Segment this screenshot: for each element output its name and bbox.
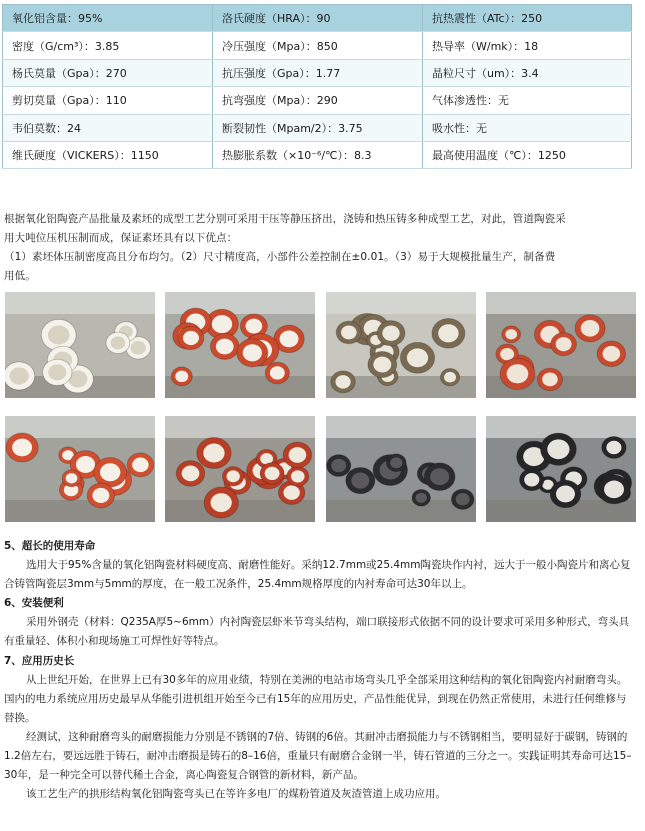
intro-line: 根据氧化铝陶瓷产品批量及素坯的成型工艺分别可采用干压等静压挤出，浇铸和热压铸多种成型工艺，对此，管道陶瓷采 (4, 213, 566, 225)
table-row (3, 114, 632, 141)
section-paragraph: 经测试，这种耐磨弯头的耐磨损能力分别是不锈钢的7倍、铸钢的6倍。其耐冲击磨损能力与不锈钢相当，要明显好于碳钢，铸钢的1.2倍左右，要远远胜于铸石，耐冲击磨损是铸石的8–16倍，重量只有耐磨合金钢一半，铸石管道的三分之一。实践证明其寿命可达15–30年，是一种完全可以替代稀土合金，离心陶瓷复合钢管的新材料，新产品。 (4, 730, 632, 782)
table-cell: 吸水性：无 (423, 114, 632, 141)
table-cell: 晶粒尺寸（um）：3.4 (423, 59, 632, 86)
properties-table (2, 4, 632, 169)
red-elbows-floor-photo (5, 416, 155, 522)
table-cell: 热导率（W/mk）：18 (423, 32, 632, 59)
table-cell: 氧化铝含量：95% (3, 5, 213, 32)
intro-line: 用低。 (4, 270, 36, 282)
section-paragraph: 该工艺生产的拱形结构氧化铝陶瓷弯头已在等许多电厂的煤粉管道及灰渣管道上成功应用。 (26, 788, 446, 801)
section-heading: 7、应用历史长 (4, 654, 75, 667)
table-cell: 抗弯强度（Mpa）：290 (213, 87, 423, 114)
table-row (3, 32, 632, 59)
section-heading: 5、超长的使用寿命 (4, 540, 96, 552)
stacked-white-pipes-photo (5, 292, 155, 398)
large-red-elbow-photo (486, 292, 636, 398)
stacked-elbows-pile-photo (326, 292, 476, 398)
intro-line: （1）素坯体压制密度高且分布均匀。（2）尺寸精度高，小部件公差控制在±0.01。（3）易于大规模批量生产，制备费 (4, 251, 556, 263)
section-paragraph: 选用大于95%含量的氧化铝陶瓷材料硬度高、耐磨性能好。采纳12.7mm或25.4mm陶瓷块作内衬，远大于一般小陶瓷片和离心复合铸管陶瓷层3mm与5mm的厚度，在一般工况条件，25.4mm规格厚度的内衬寿命可达30年以上。 (4, 559, 631, 591)
black-elbows-pile-photo (486, 416, 636, 522)
table-cell: 最高使用温度（℃）：1250 (423, 141, 632, 168)
table-cell: 维氏硬度（VICKERS）：1150 (3, 141, 213, 168)
table-cell: 韦伯莫数：24 (3, 114, 213, 141)
table-cell: 断裂韧性（Mpam/2）：3.75 (213, 114, 423, 141)
table-row (3, 59, 632, 86)
table-cell: 杨氏莫量（Gpa）：270 (3, 59, 213, 86)
product-photo-grid (5, 292, 637, 526)
red-elbows-rows-photo (165, 292, 315, 398)
feature-sections (4, 537, 634, 804)
table-cell: 冷压强度（Mpa）：850 (213, 32, 423, 59)
table-cell: 抗热震性（ATc）：250 (423, 5, 632, 32)
intro-line: 用大吨位压机压制而成，保证素坯具有以下优点： (4, 232, 238, 244)
section-heading: 6、安装便利 (4, 597, 64, 610)
table-row (3, 5, 632, 32)
table-cell: 密度（G/cm³）：3.85 (3, 32, 213, 59)
intro-paragraph (4, 210, 634, 286)
section-paragraph: 从上世纪开始，在世界上已有30多年的应用业绩，特别在美洲的电站市场弯头几乎全部采用这种结构的氧化铝陶瓷内衬耐磨弯头。国内的电力系统应用历史最早从华能引进机组开始至今已有15年的应用历史，产品性能优异，到现在仍然正常使用，未进行任何维修与替换。 (4, 673, 628, 724)
table-row (3, 141, 632, 168)
black-elbows-warehouse-photo (326, 416, 476, 522)
section-paragraph: 采用外钢壳（材料：Q235A厚5~6mm）内衬陶瓷层虾米节弯头结构，端口联接形式依据不同的设计要求可采用多种形式，弯头具有重量轻、体积小和现场施工可焊性好等特点。 (4, 616, 630, 648)
table-cell: 热膨胀系数（×10⁻⁶/℃）：8.3 (213, 141, 423, 168)
table-row (3, 87, 632, 114)
table-cell: 抗压强度（Gpa）：1.77 (213, 59, 423, 86)
table-cell: 气体渗透性：无 (423, 87, 632, 114)
red-elbows-standing-photo (165, 416, 315, 522)
table-cell: 洛氏硬度（HRA）：90 (213, 5, 423, 32)
table-cell: 剪切莫量（Gpa）：110 (3, 87, 213, 114)
